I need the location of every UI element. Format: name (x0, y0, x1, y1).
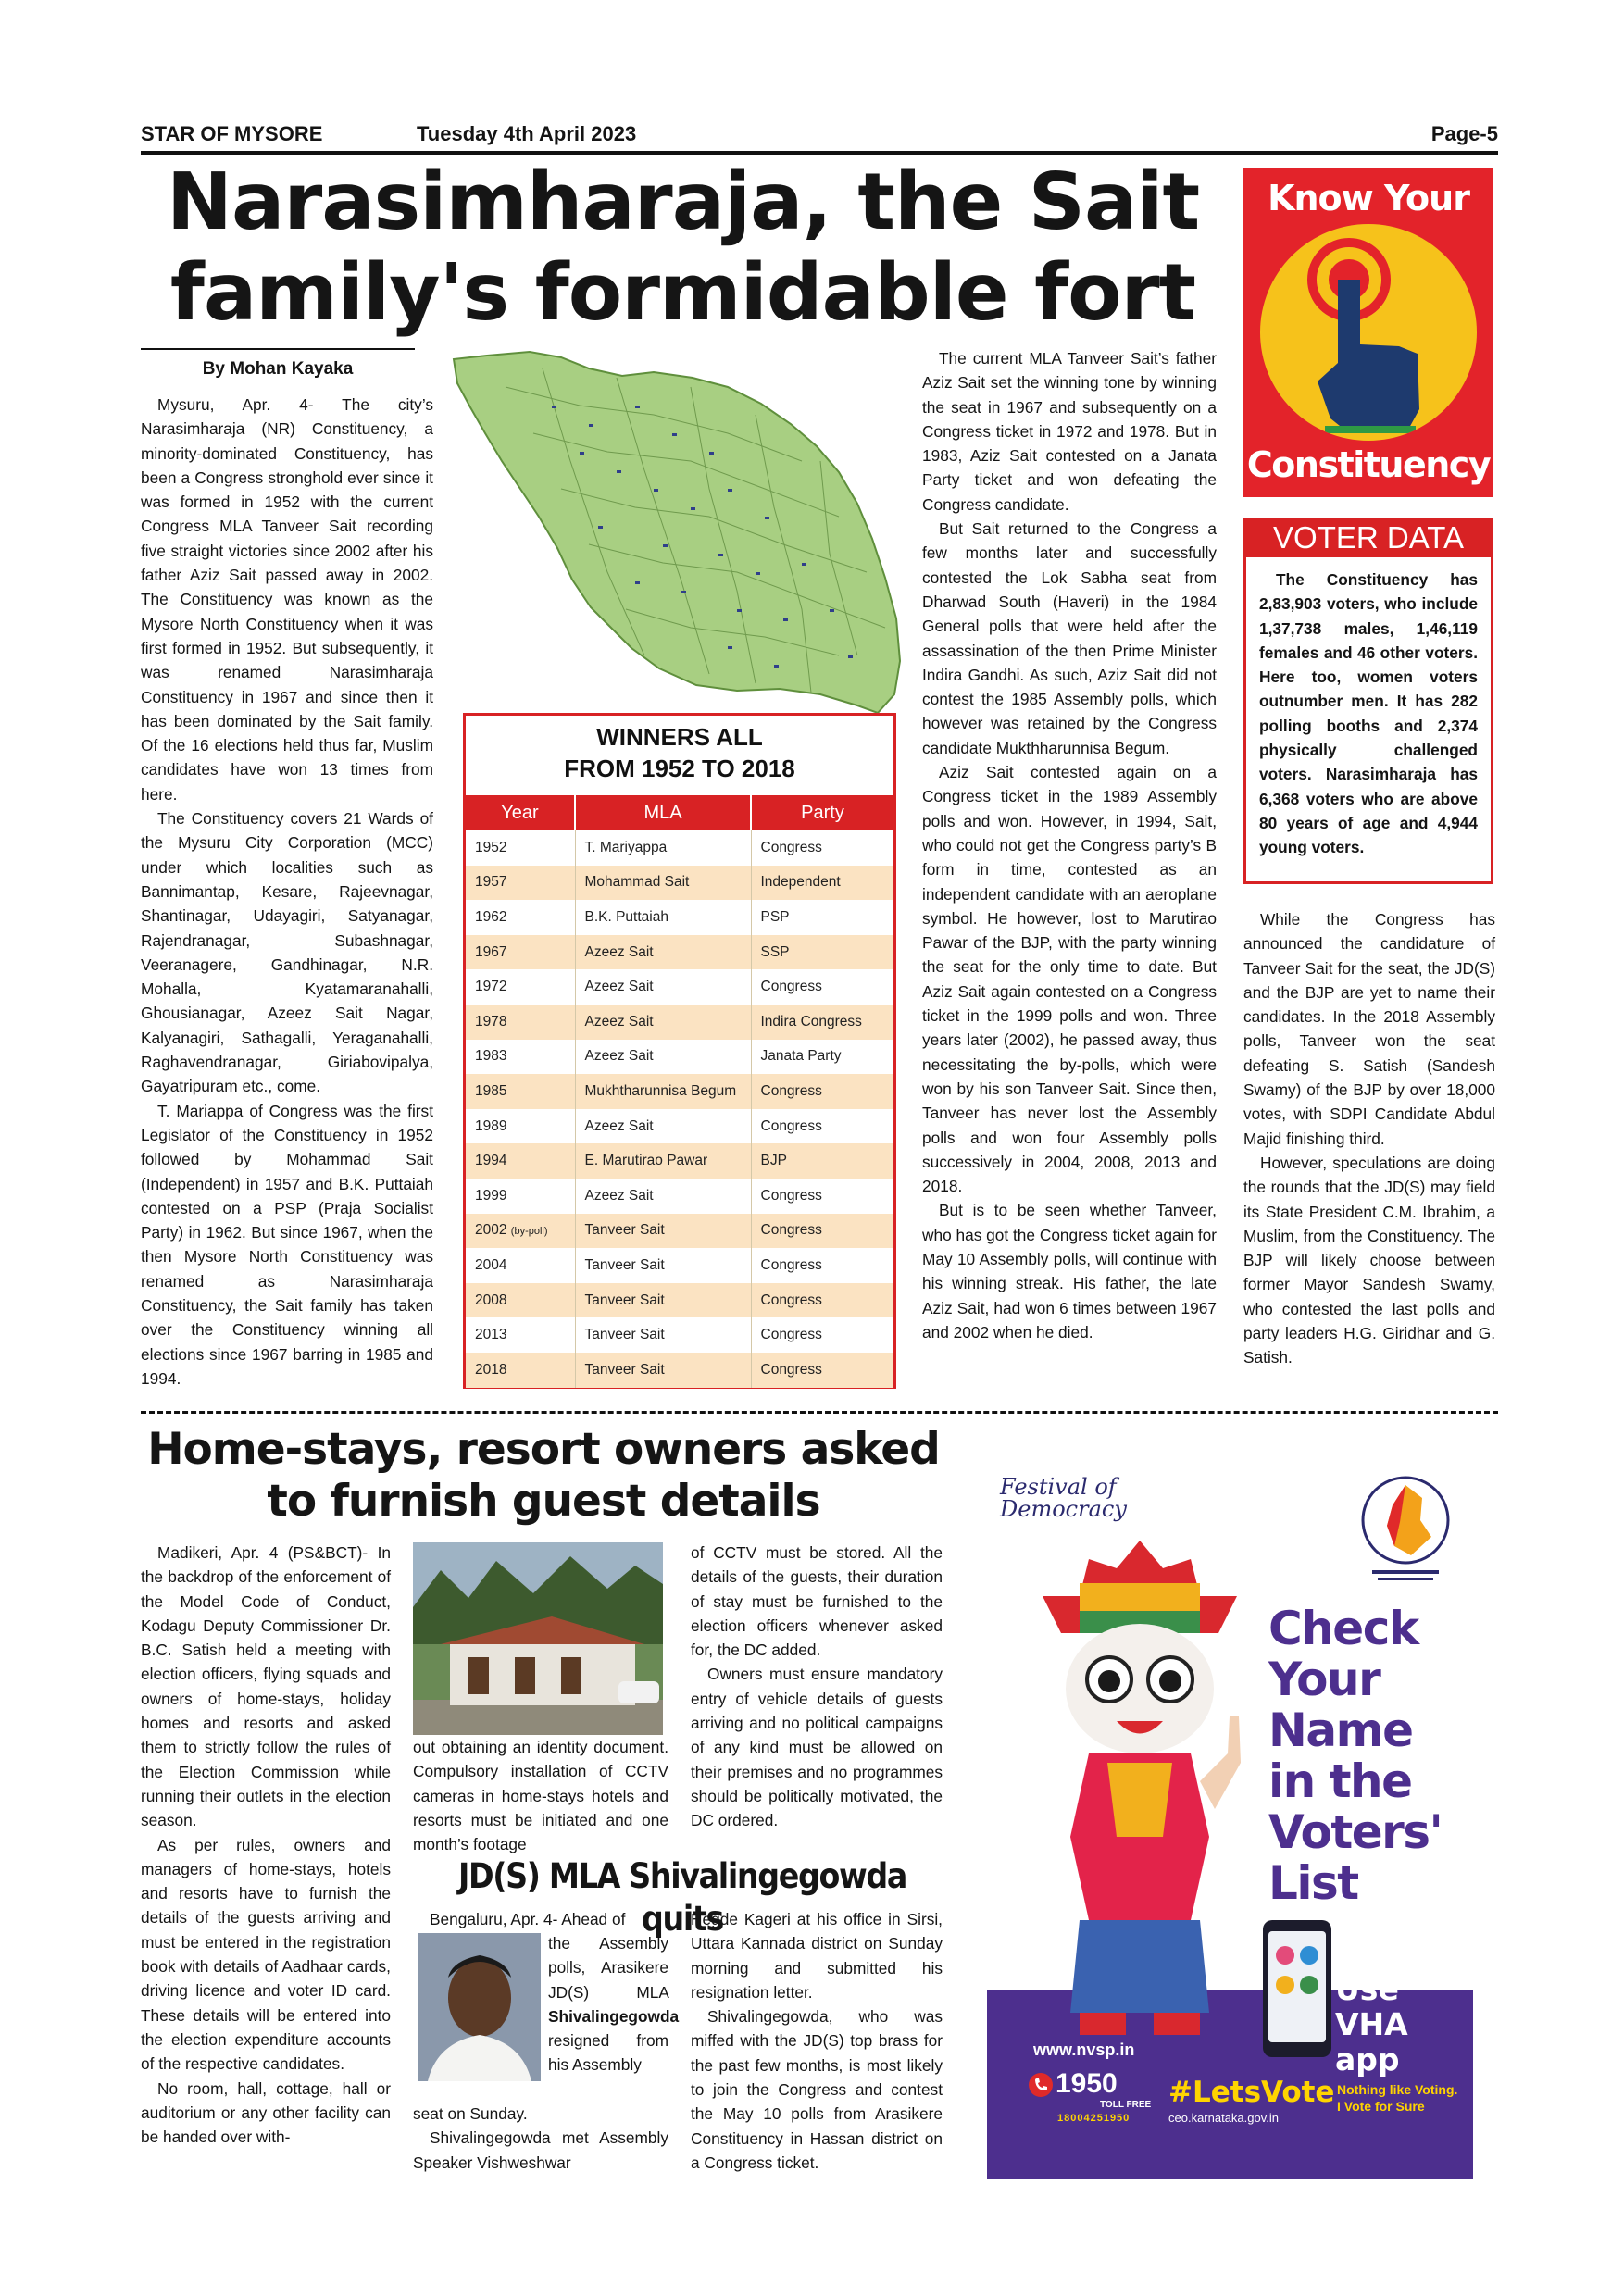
table-row (466, 935, 893, 970)
year-cell: 1967 (466, 935, 575, 970)
voter-data-heading: VOTER DATA (1243, 518, 1493, 557)
year-cell: 1972 (466, 969, 575, 1004)
lead-headline-line1: Narasimharaja, the Sait (166, 156, 1200, 248)
party-cell: BJP (751, 1143, 893, 1179)
table-row (466, 1214, 893, 1249)
jds-column-2-side: the Assembly polls, Arasikere JD(S) MLA Shivalingegowda resigned from his Assembly (548, 1934, 680, 2075)
issue-date: Tuesday 4th April 2023 (417, 122, 637, 145)
paragraph: of CCTV must be stored. All the details of the guests, their duration of stay must be furnished to the election officers whenever asked for, the DC added. (691, 1543, 943, 1660)
paragraph: out obtaining an identity document. Compulsory installation of CCTV cameras in home-stays hotels and resorts must be initiated and one month’s footage (413, 1738, 668, 1854)
table-row (466, 1283, 893, 1318)
masthead (141, 119, 1498, 156)
mascot-illustration (1024, 1531, 1255, 2050)
jds-column-3 (691, 1907, 943, 2175)
table-row (466, 830, 893, 866)
paragraph: Shivalingegowda, who was miffed with the JD(S) top brass for the past few months, is most likely to join the Congress and contest the May 10 polls from Arasikere Constituency in Hassan district on a Congress ticket. (691, 2007, 943, 2172)
paragraph: The Constituency covers 21 Wards of the Mysuru City Corporation (MCC) under which localities such as Bannimantap, Kesare, Rajeevnagar, Shantinagar, Udayagiri, Satyanagar, Rajendranagar, Subashnagar, Veeranagere, Gandhinagar, N.R. Mohalla, Kyatamaranahalli, Ghousianagar, Azeez Sait Nagar, Kalyanagiri, Sathagalli, Yeraganahalli, Raghavendranagar, Giriabovipalya, Gayatripuram etc., come. (141, 809, 433, 1096)
mla-cell: E. Marutirao Pawar (575, 1143, 751, 1179)
year-cell: 2004 (466, 1248, 575, 1283)
homestay-column-2 (413, 1735, 668, 1856)
party-cell: Congress (751, 1353, 893, 1388)
table-row (466, 969, 893, 1004)
table-row (466, 1317, 893, 1353)
party-cell: Congress (760, 979, 822, 995)
table-row (466, 1248, 893, 1283)
year-cell: 2018 (466, 1353, 575, 1388)
lets-vote-hashtag: #LetsVote (1168, 2076, 1335, 2109)
mla-cell: Azeez Sait (575, 935, 751, 970)
paragraph: But is to be seen whether Tanveer, who has got the Congress ticket again for May 10 Assembly polls, will continue with his winning streak. His father, the late Aziz Sait, had won 6 times between 1967 and 2002 when he died. (922, 1201, 1217, 1341)
table-row (466, 1143, 893, 1179)
lead-column-1 (141, 393, 433, 1391)
homestay-headline: Home-stays, resort owners asked to furnish guest details (147, 1424, 940, 1527)
paragraph: T. Mariappa of Congress was the first Legislator of the Constituency in 1952 followed by Mohammad Sait (Independent) in 1957 and B.K. Puttaiah contested on a PSP (Praja Socialist Party) in 1962. But since 1967, when the then Mysore North Constituency was renamed as Narasimharaja Constituency, the Sait family has taken over the Constituency winning all elections since 1967 barring in 1985 and 1994. (141, 1101, 433, 1388)
smartphone-icon (1263, 1920, 1331, 2057)
mla-cell: Azeez Sait (575, 1004, 751, 1040)
year-cell: 2008 (466, 1283, 575, 1318)
column-header-mla: MLA (575, 795, 751, 830)
toll-free-number: 1950 (1056, 2068, 1118, 2099)
party-cell: Independent (751, 866, 893, 901)
voter-data-box (1243, 518, 1493, 884)
mla-cell: T. Mariyappa (575, 830, 751, 866)
mla-cell: Tanveer Sait (575, 1283, 751, 1318)
year-cell: 2013 (466, 1317, 575, 1353)
voting-finger-icon (1260, 224, 1477, 441)
voter-list-advertisement (987, 1457, 1473, 2179)
party-cell: SSP (751, 935, 893, 970)
paragraph: Aziz Sait contested again on a Congress ticket in the 1989 Assembly polls and won. However, in 1994, Sait, who could not get the Congress party’s B form in time, contested as an independent candidate with an aeroplane symbol. He however, lost to Marutirao Pawar of the BJP, with the party winning the seat for the only time to date. But Aziz Sait again contested on a Congress ticket in the 1999 polls and won. Three years later (2002), he passed away, thus necessitating the by-polls, which were won by his son Tanveer Sait. Since then, Tanveer has never lost the Assembly polls and won four Assembly polls successively in 2004, 2008, 2013 and 2018. (922, 763, 1217, 1196)
paragraph: Mysuru, Apr. 4- The city’s Narasimharaja (NR) Constituency, a minority-dominated Constituency, has been a Congress stronghold ever since it was formed in 1952 with the current Congress MLA Tanveer Sait recording five straight victories since 2002 after his father Aziz Sait passed away in 2002. The Constituency was known as the Mysore North Constituency when it was first formed in 1952. But subsequently, it was renamed Narasimharaja Constituency in 1967 and since then it has been dominated by the Sait family. Of the 16 elections held thus far, Muslim candidates have won 13 times from here. (141, 395, 433, 804)
party-cell: PSP (760, 908, 790, 925)
nvsp-url: www.nvsp.in (1033, 2040, 1135, 2059)
column-header-party: Party (751, 795, 893, 830)
mla-cell: Tanveer Sait (575, 1214, 751, 1249)
mla-cell: Mohammad Sait (575, 866, 751, 901)
table-row (466, 1040, 893, 1075)
mla-cell: Tanveer Sait (575, 1248, 751, 1283)
ceo-url: ceo.karnataka.gov.in (1168, 2111, 1279, 2125)
jds-lead-line: Bengaluru, Apr. 4- Ahead of (430, 1910, 626, 1928)
year-cell: 1994 (466, 1143, 575, 1179)
party-cell: Congress (751, 1214, 893, 1249)
paragraph: Owners must ensure mandatory entry of vehicle details of guests arriving and no political campaigns of any kind must be allowed on their premises and no programmes should be politically motivated, the DC ordered. (691, 1665, 943, 1830)
party-cell: Congress (751, 1283, 893, 1318)
year-cell: 1957 (466, 866, 575, 901)
karnataka-elections-emblem (1350, 1466, 1461, 1587)
phone-icon (1028, 2072, 1054, 2098)
paragraph: Madikeri, Apr. 4 (PS&BCT)- In the backdrop of the enforcement of the Model Code of Conduct, Kodagu Deputy Commissioner Dr. B.C. Satish held a meeting with election officers, flying squads and owners of home-stays, holiday homes and resorts and asked them to strictly follow the rules of the Election Commission while running their outlets in the election season. (141, 1543, 391, 1830)
party-cell: Congress (760, 1187, 822, 1204)
winners-table (466, 795, 893, 1388)
toll-free-label: TOLL FREE (1100, 2100, 1152, 2110)
mla-cell: Mukhtharunnisa Begum (575, 1074, 751, 1109)
column-header-year: Year (466, 795, 575, 830)
party-cell: Congress (760, 1117, 822, 1134)
party-cell: Indira Congress (751, 1004, 893, 1040)
mla-cell: Azeez Sait (575, 969, 751, 1004)
homestay-column-1 (141, 1541, 391, 2149)
check-your-name-text: Check Your Name in the Voters' List (1268, 1602, 1443, 1910)
table-row (466, 1109, 893, 1144)
mla-cell: Tanveer Sait (575, 1317, 751, 1353)
byline: By Mohan Kayaka (141, 348, 415, 380)
homestay-photo (413, 1542, 663, 1735)
mla-cell: Azeez Sait (575, 1040, 751, 1075)
homestay-column-3 (691, 1541, 943, 1833)
party-cell: Congress (760, 1327, 822, 1343)
shivalingegowda-photo (418, 1933, 541, 2081)
year-cell: 1978 (466, 1004, 575, 1040)
table-row (466, 900, 893, 935)
table-row (466, 1353, 893, 1388)
mla-cell: Azeez Sait (575, 1179, 751, 1214)
table-row (466, 1004, 893, 1040)
use-vha-app-text: Use VHA app (1335, 1971, 1408, 2078)
page-number: Page-5 (1430, 122, 1498, 145)
jds-column-2: seat on Sunday. Shivalingegowda met Assembly Speaker Vishweshwar (413, 2104, 668, 2172)
paragraph: The current MLA Tanveer Sait’s father Aziz Sait set the winning tone by winning the seat in 1967 and subsequently on a Congress ticket in 1972 and 1978. But in 1983, Aziz Sait contested on a Janata Party ticket and won defeating the Congress candidate. (922, 349, 1217, 514)
table-row (466, 1074, 893, 1109)
know-your-constituency-logo: Know Your Constituency (1243, 168, 1493, 497)
publication-name: STAR OF MYSORE (141, 122, 323, 145)
paragraph: Hegde Kageri at his office in Sirsi, Uttara Kannada district on Sunday morning and submitted his resignation letter. (691, 1910, 943, 2002)
party-cell: Congress (760, 839, 822, 855)
party-cell: Congress (751, 1074, 893, 1109)
lead-column-3 (922, 346, 1217, 1344)
paragraph: No room, hall, cottage, hall or auditorium or any other facility can be handed over with- (141, 2078, 391, 2147)
toll-free-phone: 18004251950 (1057, 2113, 1131, 2124)
year-cell: 1983 (466, 1040, 575, 1075)
mla-name: Shivalingegowda (548, 2006, 680, 2026)
winners-table-box (463, 713, 896, 1389)
paragraph: As per rules, owners and managers of home-stays, hotels and resorts have to furnish the details of the guests arriving and must be entered in the registration book with details of Aadhaar cards, driving licence and voter ID card. These details will be entered into the election expenditure accounts of the respective candidates. (141, 1835, 391, 2074)
constituency-map (450, 350, 904, 716)
party-cell: Janata Party (760, 1048, 842, 1065)
ad-tagline: Nothing like Voting. I Vote for Sure (1337, 2082, 1458, 2114)
winners-title: WINNERS ALL FROM 1952 TO 2018 (564, 723, 795, 782)
voter-data-text: The Constituency has 2,83,903 voters, who include 1,37,738 males, 1,46,119 females and 46 other voters. Here too, women voters outnumber men. It has 282 polling booths and 2,374 physically challenged voters. Narasimharaja has 6,368 voters who are above 80 years of age and 4,944 young voters. (1259, 570, 1478, 857)
paragraph: But Sait returned to the Congress a few months later and successfully contested the Lok Sabha seat from Dharwad South (Haveri) in the 1984 General polls that were held after the assassination of the then Prime Minister Indira Gandhi. As such, Aziz Sait did not contest the 1985 Assembly polls, which however was retained by the Congress candidate Mukthharunnisa Begum. (922, 519, 1217, 757)
table-row (466, 866, 893, 901)
year-cell: 1989 (466, 1109, 575, 1144)
year-cell: 1999 (466, 1179, 575, 1214)
lead-headline (139, 157, 1227, 339)
mla-cell: B.K. Puttaiah (575, 900, 751, 935)
year-cell: 1985 (466, 1074, 575, 1109)
jds-headline: JD(S) MLA Shivalingegowda quits (457, 1856, 907, 1939)
mla-cell: Tanveer Sait (575, 1353, 751, 1388)
party-cell: Congress (760, 1256, 822, 1273)
section-divider (141, 1411, 1498, 1414)
masthead-rule (141, 151, 1498, 155)
mla-cell: Azeez Sait (575, 1109, 751, 1144)
lead-headline-line2: family's formidable fort (169, 247, 1196, 339)
year-cell: 1962 (466, 900, 575, 935)
paragraph: However, speculations are doing the rounds that the JD(S) may field its State President C.M. Ibrahim, a Muslim, from the Constituency. The BJP will likely choose between former Mayor Sandesh Swamy, who contested the last polls and party leaders H.G. Giridhar and G. Satish. (1243, 1153, 1495, 1367)
year-cell: 1952 (466, 830, 575, 866)
festival-of-democracy-logo: Festival of Democracy (1000, 1474, 1127, 1522)
lead-column-4 (1243, 907, 1495, 1370)
table-row (466, 1179, 893, 1214)
year-cell: 2002 (by-poll) (466, 1214, 575, 1249)
paragraph: While the Congress has announced the candidature of Tanveer Sait for the seat, the JD(S) and the BJP are yet to name their candidates. In the 2018 Assembly polls, Tanveer won the seat defeating S. Satish (Sandesh Swamy) of the BJP by over 18,000 votes, with SDPI Candidate Abdul Majid finishing third. (1243, 910, 1495, 1148)
